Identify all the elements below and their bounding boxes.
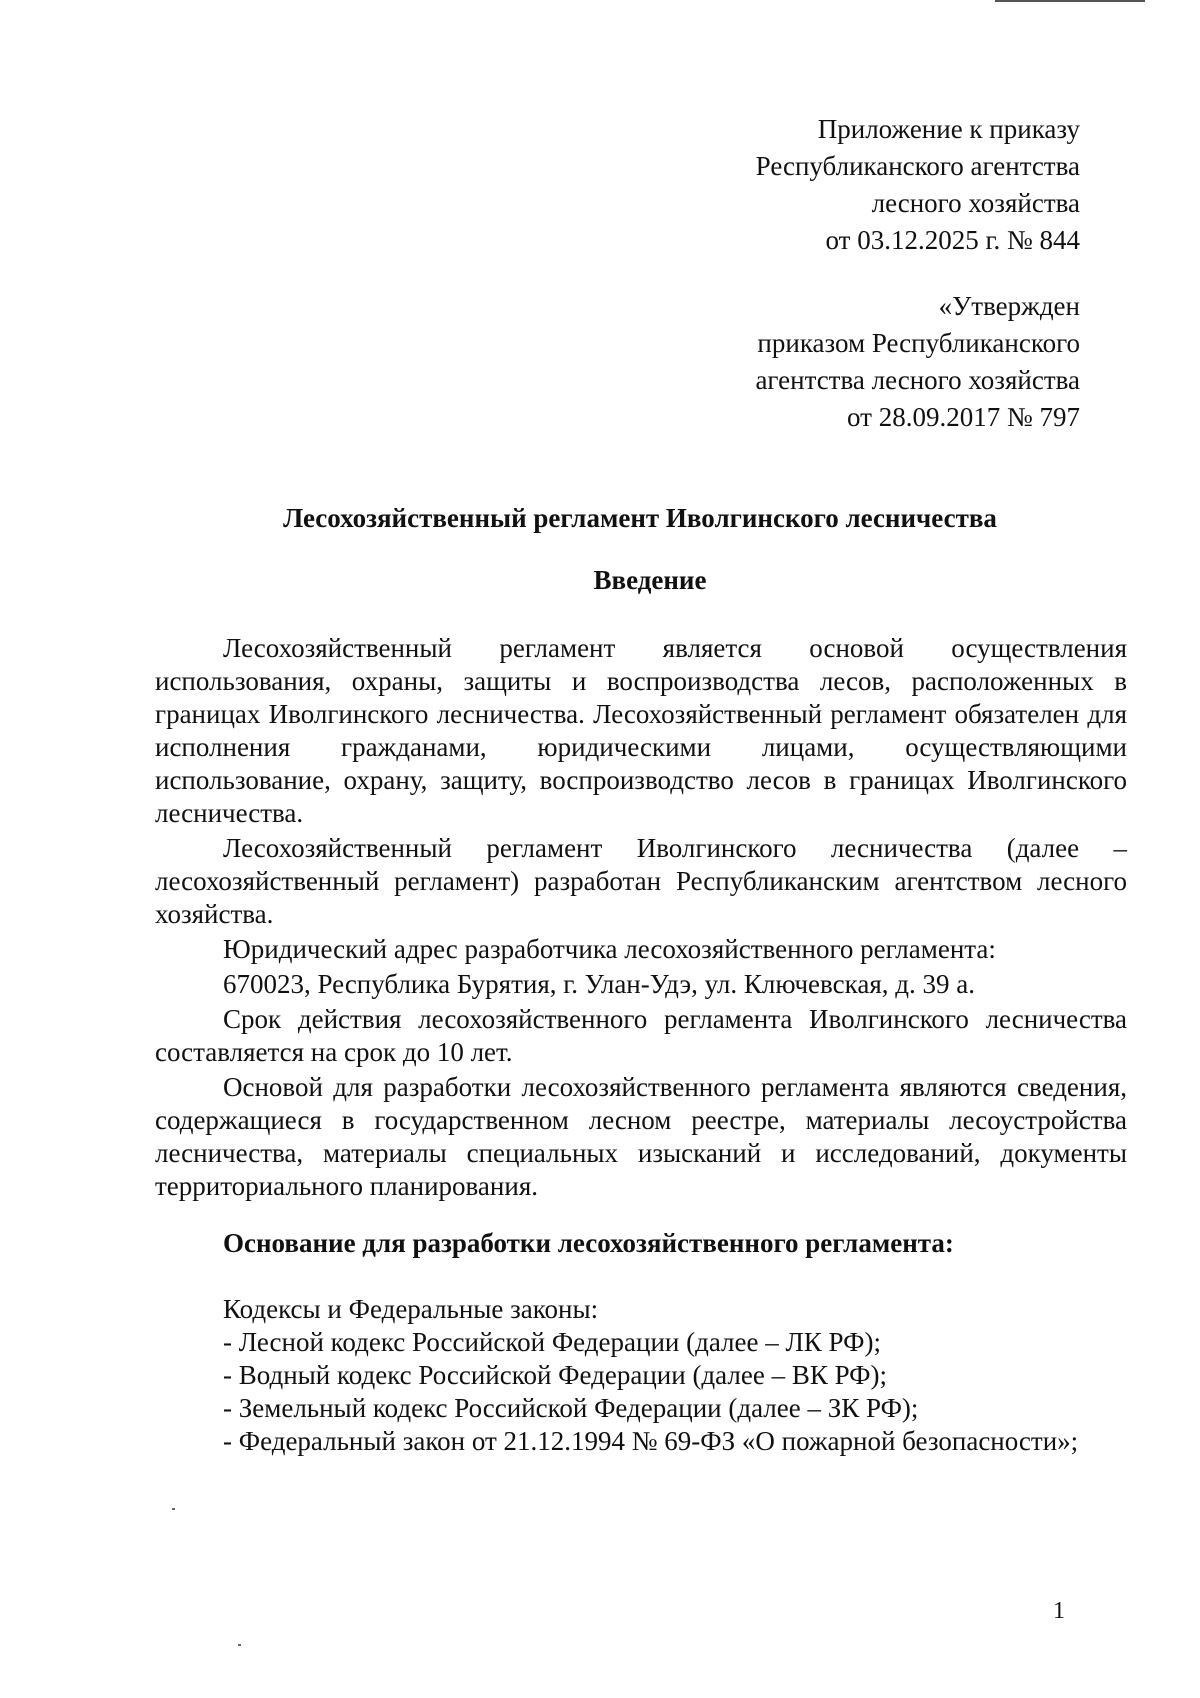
approval-line: агентства лесного хозяйства bbox=[755, 365, 1080, 395]
approval-line: «Утвержден bbox=[938, 291, 1080, 321]
law-item: - Лесной кодекс Российской Федерации (далее – ЛК РФ); bbox=[223, 1327, 881, 1357]
intro-paragraph: 670023, Республика Бурятия, г. Улан-Удэ, ул. Ключевская, д. 39 а. bbox=[223, 969, 975, 999]
annex-line: Приложение к приказу bbox=[817, 114, 1080, 144]
intro-paragraph: Юридический адрес разработчика лесохозяйственного регламента: bbox=[223, 934, 996, 964]
scan-speck bbox=[238, 1644, 241, 1646]
page-number: 1 bbox=[1053, 1598, 1065, 1624]
scan-edge-line bbox=[995, 0, 1145, 2]
law-item: - Земельный кодекс Российской Федерации (далее – ЗК РФ); bbox=[223, 1393, 919, 1423]
annex-line: лесного хозяйства bbox=[871, 188, 1080, 218]
approval-line: от 28.09.2017 № 797 bbox=[847, 402, 1080, 432]
law-item: - Водный кодекс Российской Федерации (далее – ВК РФ); bbox=[223, 1360, 887, 1390]
approval-line: приказом Республиканского bbox=[757, 328, 1080, 358]
laws-section bbox=[155, 1293, 1127, 1458]
intro-paragraph: Лесохозяйственный регламент является основой осуществления использования, охраны, защиты и воспроизводства лесов, расположенных в границах Иволгинского лесничества. Лесохозяйственный регламент обязателен для исполнения гражданами, юридическими лицами, осуществляющими использование, охрану, защиту, воспроизводство лесов в границах Иволгинского лесничества. bbox=[155, 633, 1127, 828]
intro-section bbox=[155, 632, 1127, 1203]
annex-header bbox=[756, 111, 1080, 259]
intro-heading: Введение bbox=[593, 565, 707, 595]
intro-paragraph: Срок действия лесохозяйственного регламента Иволгинского лесничества составляется на срок до 10 лет. bbox=[155, 1004, 1127, 1067]
scan-speck bbox=[172, 1508, 175, 1510]
approval-header bbox=[755, 288, 1080, 436]
annex-line: Республиканского агентства bbox=[755, 151, 1080, 181]
basis-heading: Основание для разработки лесохозяйственного регламента: bbox=[223, 1228, 954, 1258]
annex-line: от 03.12.2025 г. № 844 bbox=[825, 225, 1080, 255]
law-item: - Федеральный закон от 21.12.1994 № 69-ФЗ «О пожарной безопасности»; bbox=[223, 1426, 1079, 1456]
intro-paragraph: Основой для разработки лесохозяйственного регламента являются сведения, содержащиеся в государственном лесном реестре, материалы лесоустройства лесничества, материалы специальных изысканий и исследований, документы территориального планирования. bbox=[155, 1072, 1127, 1201]
document-title: Лесохозяйственный регламент Иволгинского лесничества bbox=[283, 503, 997, 533]
intro-paragraph: Лесохозяйственный регламент Иволгинского лесничества (далее – лесохозяйственный регламент) разработан Республиканским агентством лесного хозяйства. bbox=[155, 833, 1127, 929]
laws-intro: Кодексы и Федеральные законы: bbox=[223, 1294, 599, 1324]
